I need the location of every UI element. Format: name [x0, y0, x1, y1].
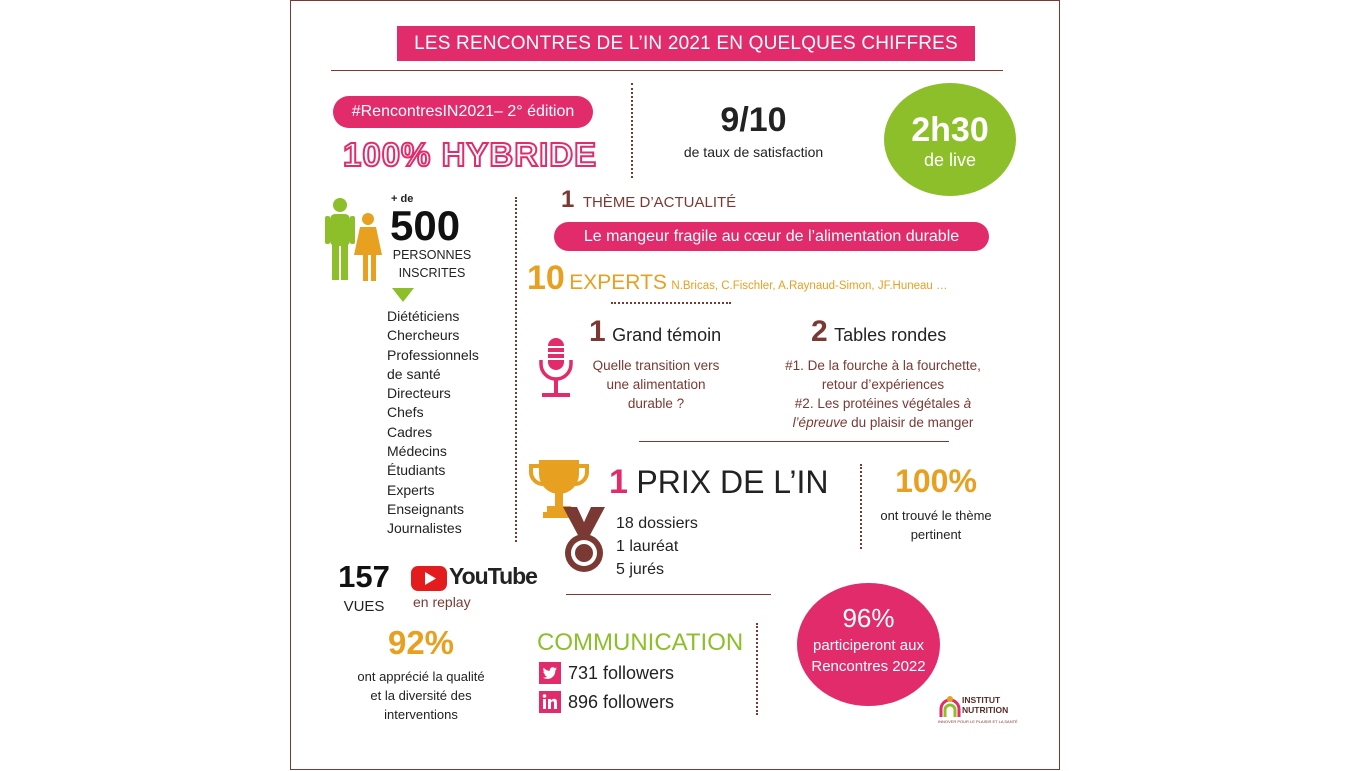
round-tables-label: Tables rondes — [834, 325, 947, 345]
divider-vertical-left — [515, 197, 517, 542]
infographic-frame — [290, 0, 1060, 770]
twitter-bird-icon — [539, 662, 561, 684]
round-table-line: #1. De la fourche à la fourchette, — [785, 358, 981, 373]
audience-item: Étudiants — [387, 462, 446, 479]
prize-stat: 5 jurés — [616, 561, 665, 578]
audience-item: Diététiciens — [387, 308, 460, 324]
audience-item: Chercheurs — [387, 327, 460, 344]
youtube-views-value: 157 — [338, 559, 390, 594]
prize-stats — [616, 512, 698, 581]
next-line: participeront aux — [813, 637, 924, 654]
experts-heading — [527, 259, 948, 298]
next-edition-badge — [797, 583, 940, 706]
audience-item: Chefs — [387, 404, 424, 421]
relevance-label — [866, 506, 1006, 544]
prize-label: PRIX DE L’IN — [636, 464, 829, 500]
linkedin-icon — [539, 691, 561, 713]
divider-vertical-bottom — [756, 623, 758, 715]
appreciation-line: et la diversité des — [370, 688, 472, 703]
audience-list — [387, 307, 479, 539]
youtube-brand: YouTube — [449, 563, 537, 589]
registrations-label-2: INSCRITES — [398, 266, 466, 280]
divider-vertical-top — [631, 83, 633, 178]
witness-label: Grand témoin — [612, 325, 722, 345]
live-badge — [884, 83, 1016, 196]
youtube-views-label: VUES — [343, 598, 385, 615]
audience-item: Médecins — [387, 443, 447, 460]
linkedin-in-icon — [539, 691, 561, 713]
logo-tagline: INNOVER POUR LE PLAISIR ET LA SANTÉ — [938, 719, 1018, 724]
round-tables-count: 2 — [811, 315, 828, 348]
round-tables-description — [763, 356, 1003, 432]
audience-item: Enseignants — [387, 500, 465, 517]
linkedin-followers: 896 followers — [568, 692, 675, 712]
round-table-text: #2. Les protéines végétales — [794, 396, 964, 411]
round-table-line — [763, 394, 1003, 413]
theme-heading — [561, 186, 736, 214]
satisfaction-label: de taux de satisfaction — [683, 144, 824, 160]
audience-item: Journalistes — [387, 520, 462, 537]
logo-line: NUTRITION — [962, 705, 1009, 715]
medal-icon — [559, 507, 609, 575]
experts-count: 10 — [527, 259, 565, 297]
audience-item: Directeurs — [387, 385, 451, 402]
audience-item: Experts — [387, 481, 435, 498]
appreciation-line: interventions — [384, 707, 458, 722]
appreciation-label — [331, 667, 511, 724]
relevance-line: ont trouvé le thème — [880, 508, 992, 523]
title-divider — [331, 70, 1003, 71]
witness-line: Quelle transition vers — [592, 358, 720, 373]
logo-text — [962, 695, 1008, 715]
youtube-label: en replay — [413, 594, 471, 610]
divider-experts — [611, 302, 731, 304]
divider-mid — [639, 441, 949, 442]
audience-item: Professionnels — [387, 346, 479, 363]
live-value: 2h30 — [911, 111, 989, 149]
prize-stat: 18 dossiers — [616, 515, 698, 532]
registrations-prefix: + de — [391, 193, 414, 205]
witness-description — [581, 356, 731, 413]
satisfaction-value: 9/10 — [720, 101, 787, 139]
round-table-text-italic: à — [963, 396, 972, 411]
next-line: Rencontres 2022 — [811, 658, 926, 675]
twitter-followers: 731 followers — [568, 663, 675, 683]
youtube-play-icon — [411, 566, 447, 591]
hybrid-label: 100% HYBRIDE — [343, 136, 598, 173]
round-table-line: retour d’expériences — [821, 377, 945, 392]
institut-nutrition-logo-icon — [939, 695, 961, 719]
prize-stat: 1 lauréat — [616, 538, 679, 555]
appreciation-value: 92% — [387, 624, 455, 661]
witness-count: 1 — [589, 315, 606, 348]
appreciation-line: ont apprécié la qualité — [357, 669, 485, 684]
title-banner: LES RENCONTRES DE L’IN 2021 EN QUELQUES CHIFFRES — [397, 26, 975, 61]
arrow-down-icon — [392, 288, 414, 302]
relevance-value: 100% — [895, 463, 977, 499]
round-tables-heading — [811, 315, 946, 349]
witness-line: une alimentation — [606, 377, 706, 392]
witness-heading — [589, 315, 721, 349]
divider-bottom — [566, 594, 771, 595]
experts-names: N.Bricas, C.Fischler, A.Raynaud-Simon, JF.Huneau … — [671, 280, 948, 292]
divider-vertical-prize — [860, 464, 862, 549]
audience-item: de santé — [387, 365, 441, 382]
prize-heading — [609, 463, 828, 502]
edition-tag: #RencontresIN2021– 2° édition — [333, 96, 593, 128]
audience-item: Cadres — [387, 423, 433, 440]
twitter-icon — [539, 662, 561, 684]
live-label: de live — [923, 150, 977, 170]
relevance-line: pertinent — [910, 527, 962, 542]
logo-line: INSTITUT — [962, 695, 1001, 705]
communication-title: COMMUNICATION — [537, 629, 744, 656]
registrations-label-1: PERSONNES — [392, 248, 472, 262]
theme-subject: Le mangeur fragile au cœur de l’alimentation durable — [554, 222, 989, 251]
next-value: 96% — [842, 603, 895, 633]
witness-line: durable ? — [627, 396, 685, 411]
registrations-value: 500 — [390, 202, 461, 249]
people-icon — [324, 197, 384, 285]
round-table-text: du plaisir de manger — [847, 415, 974, 430]
theme-count: 1 — [561, 186, 575, 213]
prize-count: 1 — [609, 463, 628, 501]
round-table-line — [763, 413, 1003, 432]
microphone-icon — [536, 336, 576, 402]
theme-label: THÈME D’ACTUALITÉ — [582, 194, 737, 211]
round-table-text-italic: l’épreuve — [792, 415, 848, 430]
experts-label: EXPERTS — [569, 271, 667, 294]
